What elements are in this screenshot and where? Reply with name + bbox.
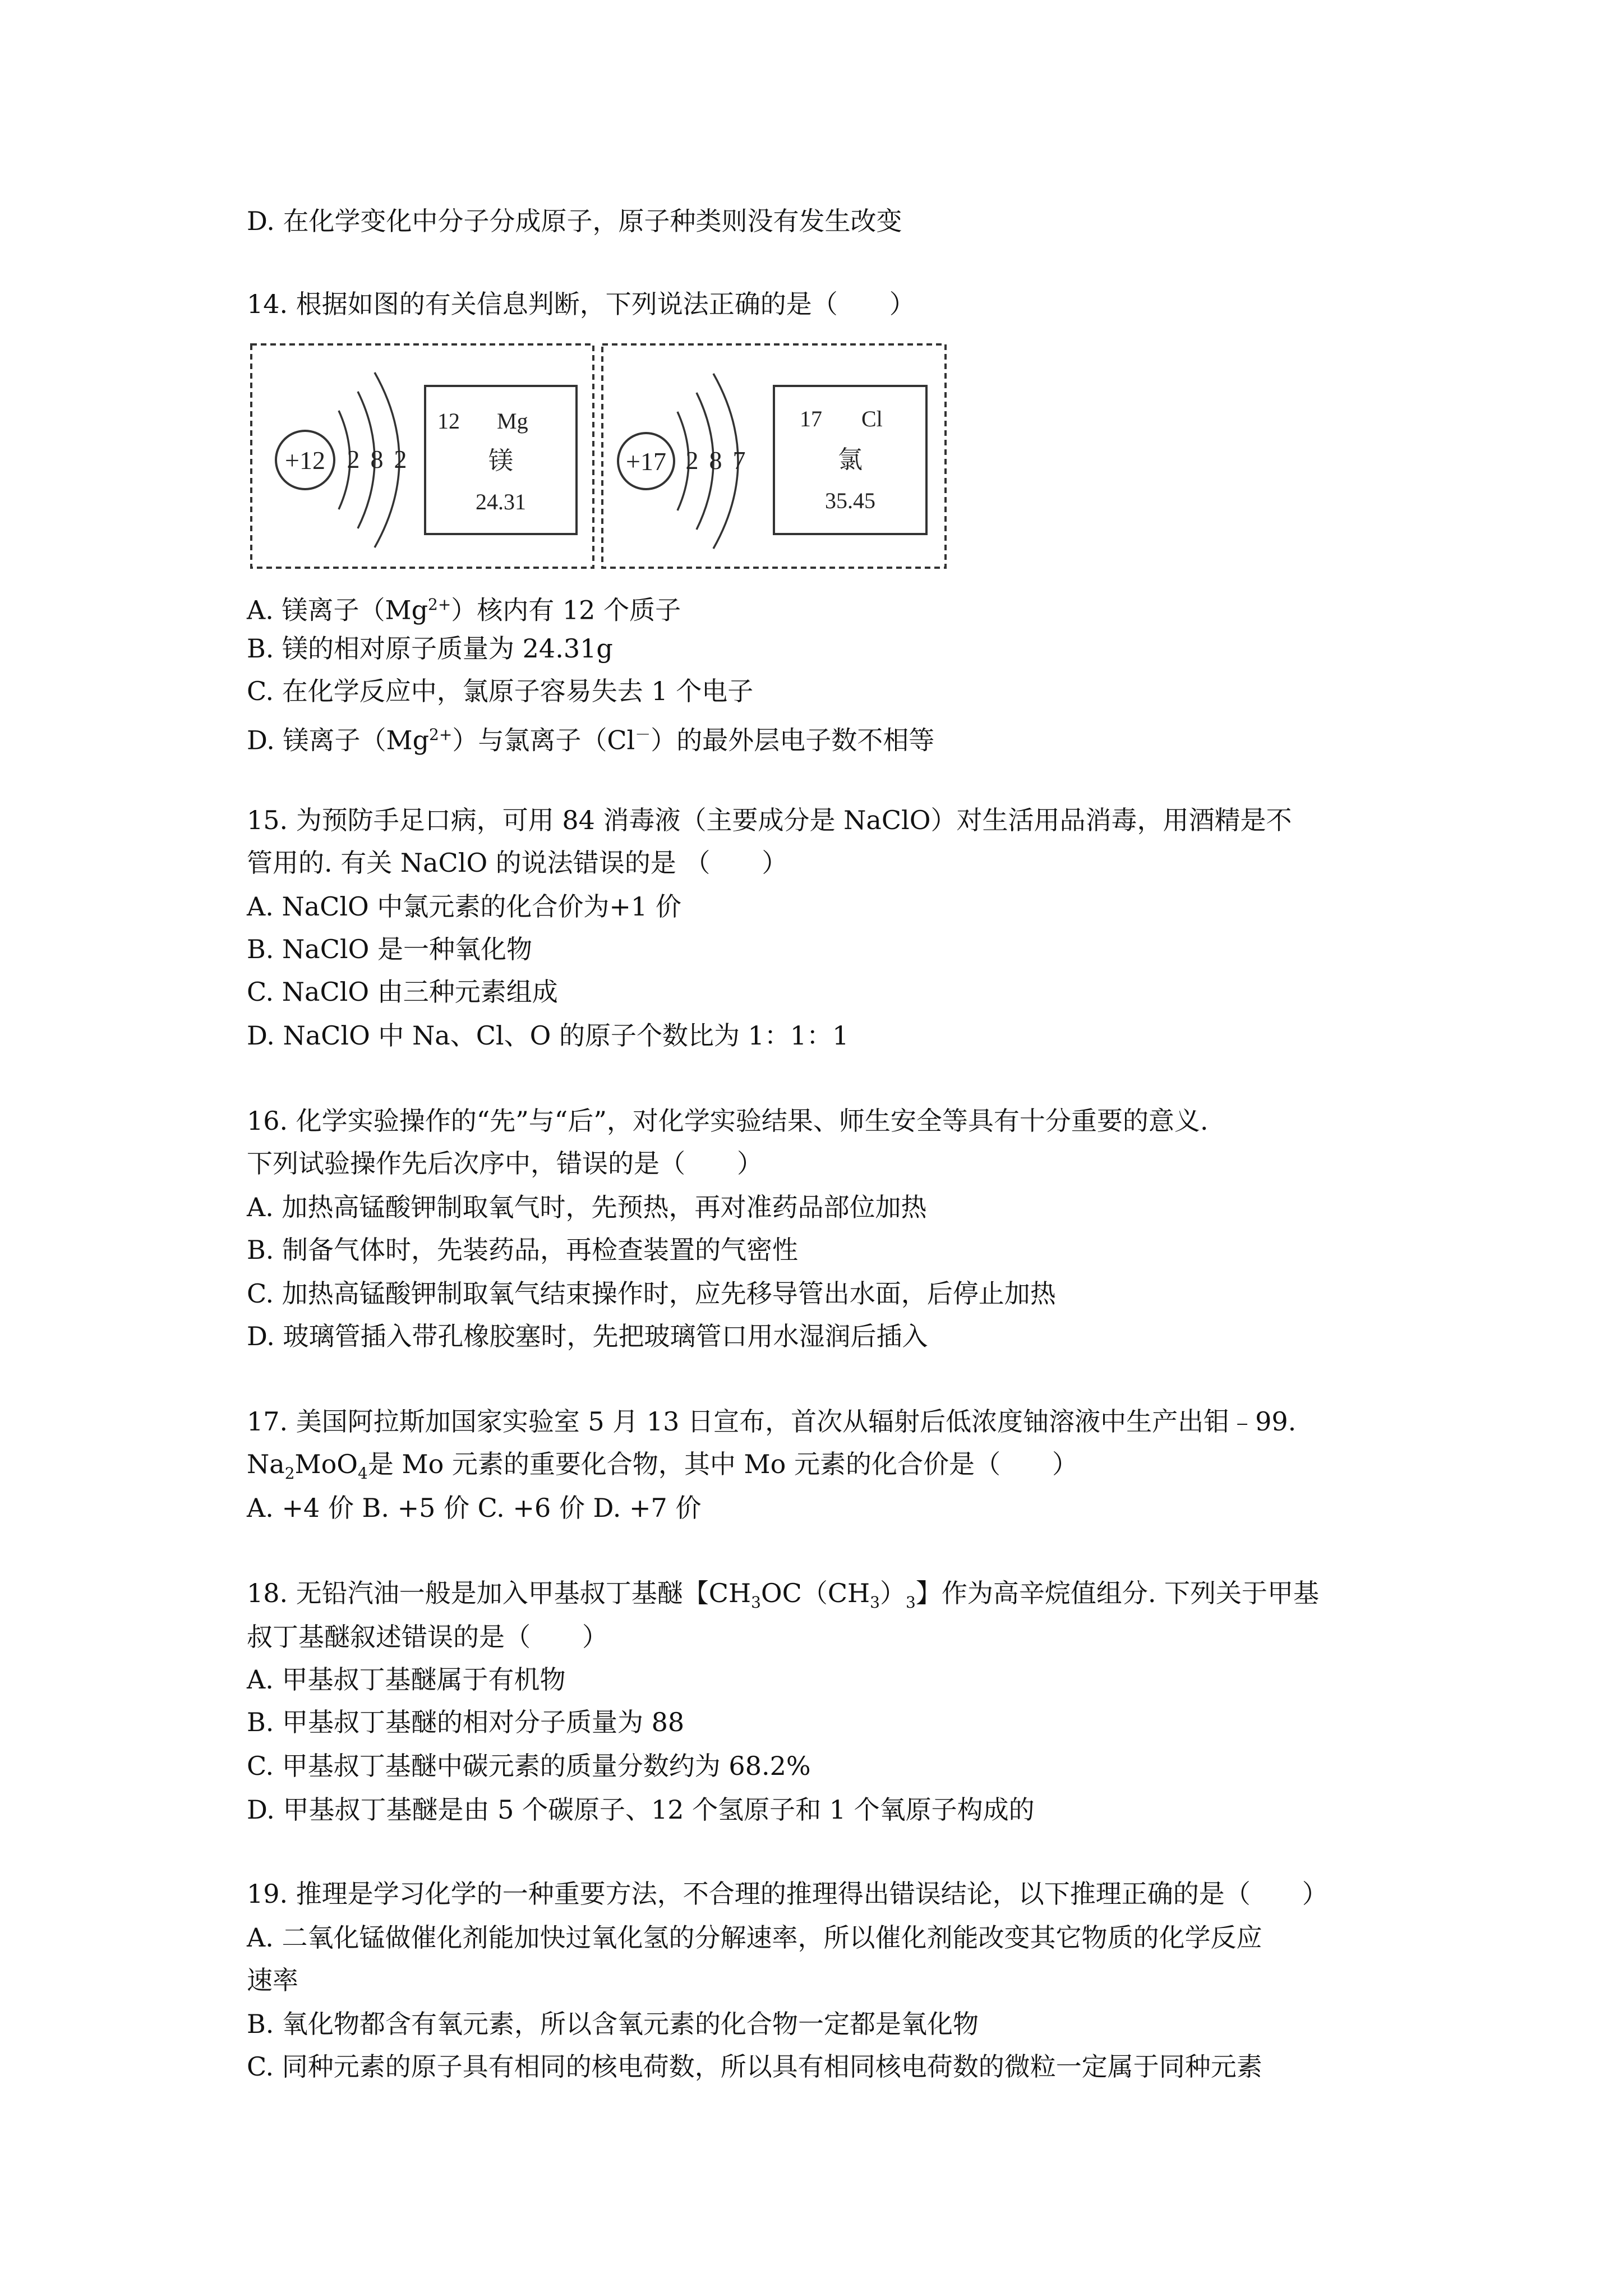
q17-stem-line-2: $Na_2MoO_4$是 Mo 元素的重要化合物，其中 Mo 元素的化合价是（ ） [247,1449,1078,1483]
mg-shell-2-electrons: 8 [370,445,384,473]
q13-option-d: D. 在化学变化中分子分成原子，原子种类则没有发生改变 [247,206,902,236]
q18-option-a: A. 甲基叔丁基醚属于有机物 [247,1664,566,1695]
cl-panel [602,344,946,568]
cl-atomic-mass: 35.45 [825,488,875,513]
q14-option-c: C. 在化学反应中，氯原子容易失去 1 个电子 [247,676,754,706]
q18-stem-line-1: 18. 无铅汽油一般是加入甲基叔丁基醚【$CH_3OC(CH_3)_3$】作为高辛烷值组分. 下列关于甲基 [247,1578,1320,1612]
q16-option-b: B. 制备气体时，先装药品，再检查装置的气密性 [247,1235,799,1265]
q16-option-d: D. 玻璃管插入带孔橡胶塞时，先把玻璃管口用水湿润后插入 [247,1321,928,1351]
cl-nucleus-charge: +17 [626,447,666,476]
cl-shell-1-electrons: 2 [685,446,699,475]
mg-nucleus-charge: +12 [285,446,325,475]
q17-options: A. +4 价 B. +5 价 C. +6 价 D. +7 价 [247,1493,702,1523]
q16-stem-line-1: 16. 化学实验操作的“先”与“后”，对化学实验结果、师生安全等具有十分重要的意义. [247,1106,1209,1136]
q14-option-a: A. 镁离子$(Mg^{2+})$核内有 12 个质子 [247,595,681,625]
q16-stem-line-2: 下列试验操作先后次序中，错误的是（ ） [247,1148,763,1179]
mg-panel [251,344,593,568]
atom-structure-figure [250,343,953,570]
q14-option-d: D. 镁离子$(Mg^{2+})$与氯离子（Cl－）的最外层电子数不相等 [247,725,935,756]
mg-shell-1-electrons: 2 [347,445,360,473]
cl-shell-2-electrons: 8 [709,446,722,475]
q15-option-c: C. NaClO 由三种元素组成 [247,977,558,1007]
q18-option-b: B. 甲基叔丁基醚的相对分子质量为 88 [247,1707,685,1737]
q18-option-c: C. 甲基叔丁基醚中碳元素的质量分数约为 68.2% [247,1751,811,1781]
mg-name: 镁 [488,447,513,475]
q19-stem: 19. 推理是学习化学的一种重要方法，不合理的推理得出错误结论，以下推理正确的是（ ） [247,1879,1328,1909]
q15-stem-line-1: 15. 为预防手足口病，可用 84 消毒液（主要成分是 NaClO）对生活用品消毒，用酒精是不 [247,805,1292,835]
cl-name: 氯 [838,446,863,473]
q15-option-b: B. NaClO 是一种氧化物 [247,934,532,964]
q19-option-c: C. 同种元素的原子具有相同的核电荷数，所以具有相同核电荷数的微粒一定属于同种元素 [247,2051,1262,2082]
mg-symbol: Mg [497,408,528,434]
cl-atomic-number: 17 [800,406,822,431]
mg-shell-3-electrons: 2 [394,445,407,473]
cl-symbol: Cl [861,406,883,431]
q19-option-a-line-1: A. 二氧化锰做催化剂能加快过氧化氢的分解速率，所以催化剂能改变其它物质的化学反应 [247,1922,1262,1953]
mg-atomic-mass: 24.31 [476,489,526,514]
q14-stem: 14. 根据如图的有关信息判断，下列说法正确的是（ ） [247,289,915,319]
cl-shell-3-electrons: 7 [732,446,746,475]
q16-option-a: A. 加热高锰酸钾制取氧气时，先预热，再对准药品部位加热 [247,1192,927,1222]
q16-option-c: C. 加热高锰酸钾制取氧气结束操作时，应先移导管出水面，后停止加热 [247,1278,1056,1309]
mg-atomic-number: 12 [437,408,460,434]
q15-stem-line-2: 管用的. 有关 NaClO 的说法错误的是 （ ） [247,848,788,878]
q18-stem-line-2: 叔丁基醚叙述错误的是（ ） [247,1622,608,1652]
q19-option-b: B. 氧化物都含有氧元素，所以含氧元素的化合物一定都是氧化物 [247,2009,979,2039]
q14-option-b: B. 镁的相对原子质量为 24.31g [247,633,613,664]
q19-option-a-line-2: 速率 [247,1965,298,1995]
q15-option-a: A. NaClO 中氯元素的化合价为+1 价 [247,891,681,922]
q17-stem-line-1: 17. 美国阿拉斯加国家实验室 5 月 13 日宣布，首次从辐射后低浓度铀溶液中生产出钼﹣99. [247,1406,1297,1437]
q15-option-d: D. NaClO 中 Na、Cl、O 的原子个数比为 1：1：1 [247,1020,849,1051]
q18-option-d: D. 甲基叔丁基醚是由 5 个碳原子、12 个氢原子和 1 个氧原子构成的 [247,1795,1035,1825]
